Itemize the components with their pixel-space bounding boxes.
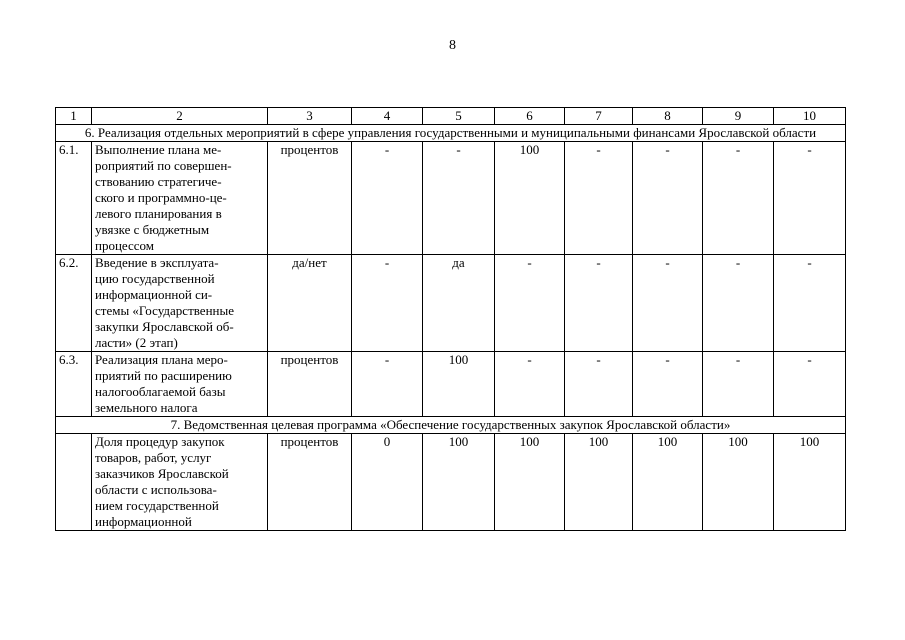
value-cell: 100	[633, 434, 703, 531]
table-row	[56, 434, 846, 531]
table-row	[56, 255, 846, 352]
section-6-title: 6. Реализация отдельных мероприятий в сфере управления государственными и муниципальными финансами Ярославской области	[56, 125, 846, 142]
section-header-row	[56, 125, 846, 142]
value-cell: -	[703, 352, 774, 417]
value-cell: -	[633, 142, 703, 255]
header-cell: 1	[56, 108, 92, 125]
unit-cell: процентов	[268, 142, 352, 255]
row-number: 6.1.	[56, 142, 92, 255]
value-cell: да	[423, 255, 495, 352]
value-cell: 100	[495, 434, 565, 531]
value-cell: -	[352, 142, 423, 255]
row-number: 6.3.	[56, 352, 92, 417]
value-cell: -	[352, 352, 423, 417]
header-cell: 3	[268, 108, 352, 125]
value-cell: -	[565, 352, 633, 417]
header-cell: 6	[495, 108, 565, 125]
value-cell: -	[703, 142, 774, 255]
unit-cell: процентов	[268, 352, 352, 417]
value-cell: 100	[495, 142, 565, 255]
value-cell: -	[352, 255, 423, 352]
value-cell: -	[495, 352, 565, 417]
indicator-name: Доля процедур закупок товаров, работ, услуг заказчиков Ярославской области с использова- нием государственной информационной	[92, 434, 268, 531]
value-cell: 0	[352, 434, 423, 531]
header-cell: 8	[633, 108, 703, 125]
header-cell: 5	[423, 108, 495, 125]
header-row	[56, 108, 846, 125]
page-number: 8	[449, 38, 456, 53]
value-cell: -	[565, 255, 633, 352]
value-cell: -	[703, 255, 774, 352]
value-cell: -	[774, 255, 846, 352]
header-cell: 7	[565, 108, 633, 125]
table-row	[56, 352, 846, 417]
header-cell: 10	[774, 108, 846, 125]
value-cell: 100	[423, 434, 495, 531]
value-cell: -	[495, 255, 565, 352]
indicator-name: Введение в эксплуата- цию государственной информационной си- стемы «Государственные закупки Ярославской об- ласти» (2 этап)	[92, 255, 268, 352]
value-cell: -	[423, 142, 495, 255]
row-number: 6.2.	[56, 255, 92, 352]
row-number	[56, 434, 92, 531]
value-cell: 100	[565, 434, 633, 531]
unit-cell: процентов	[268, 434, 352, 531]
section-header-row	[56, 417, 846, 434]
indicator-name: Выполнение плана ме- роприятий по совершен- ствованию стратегиче- ского и программно-це- левого планирования в увязке с бюджетным процессом	[92, 142, 268, 255]
indicators-table	[55, 107, 846, 531]
value-cell: 100	[774, 434, 846, 531]
header-cell: 9	[703, 108, 774, 125]
value-cell: 100	[423, 352, 495, 417]
value-cell: -	[565, 142, 633, 255]
value-cell: -	[774, 352, 846, 417]
unit-cell: да/нет	[268, 255, 352, 352]
value-cell: 100	[703, 434, 774, 531]
header-cell: 4	[352, 108, 423, 125]
value-cell: -	[774, 142, 846, 255]
value-cell: -	[633, 255, 703, 352]
table-row	[56, 142, 846, 255]
value-cell: -	[633, 352, 703, 417]
indicator-name: Реализация плана меро- приятий по расширению налогооблагаемой базы земельного налога	[92, 352, 268, 417]
header-cell: 2	[92, 108, 268, 125]
section-7-title: 7. Ведомственная целевая программа «Обеспечение государственных закупок Ярославской области»	[56, 417, 846, 434]
